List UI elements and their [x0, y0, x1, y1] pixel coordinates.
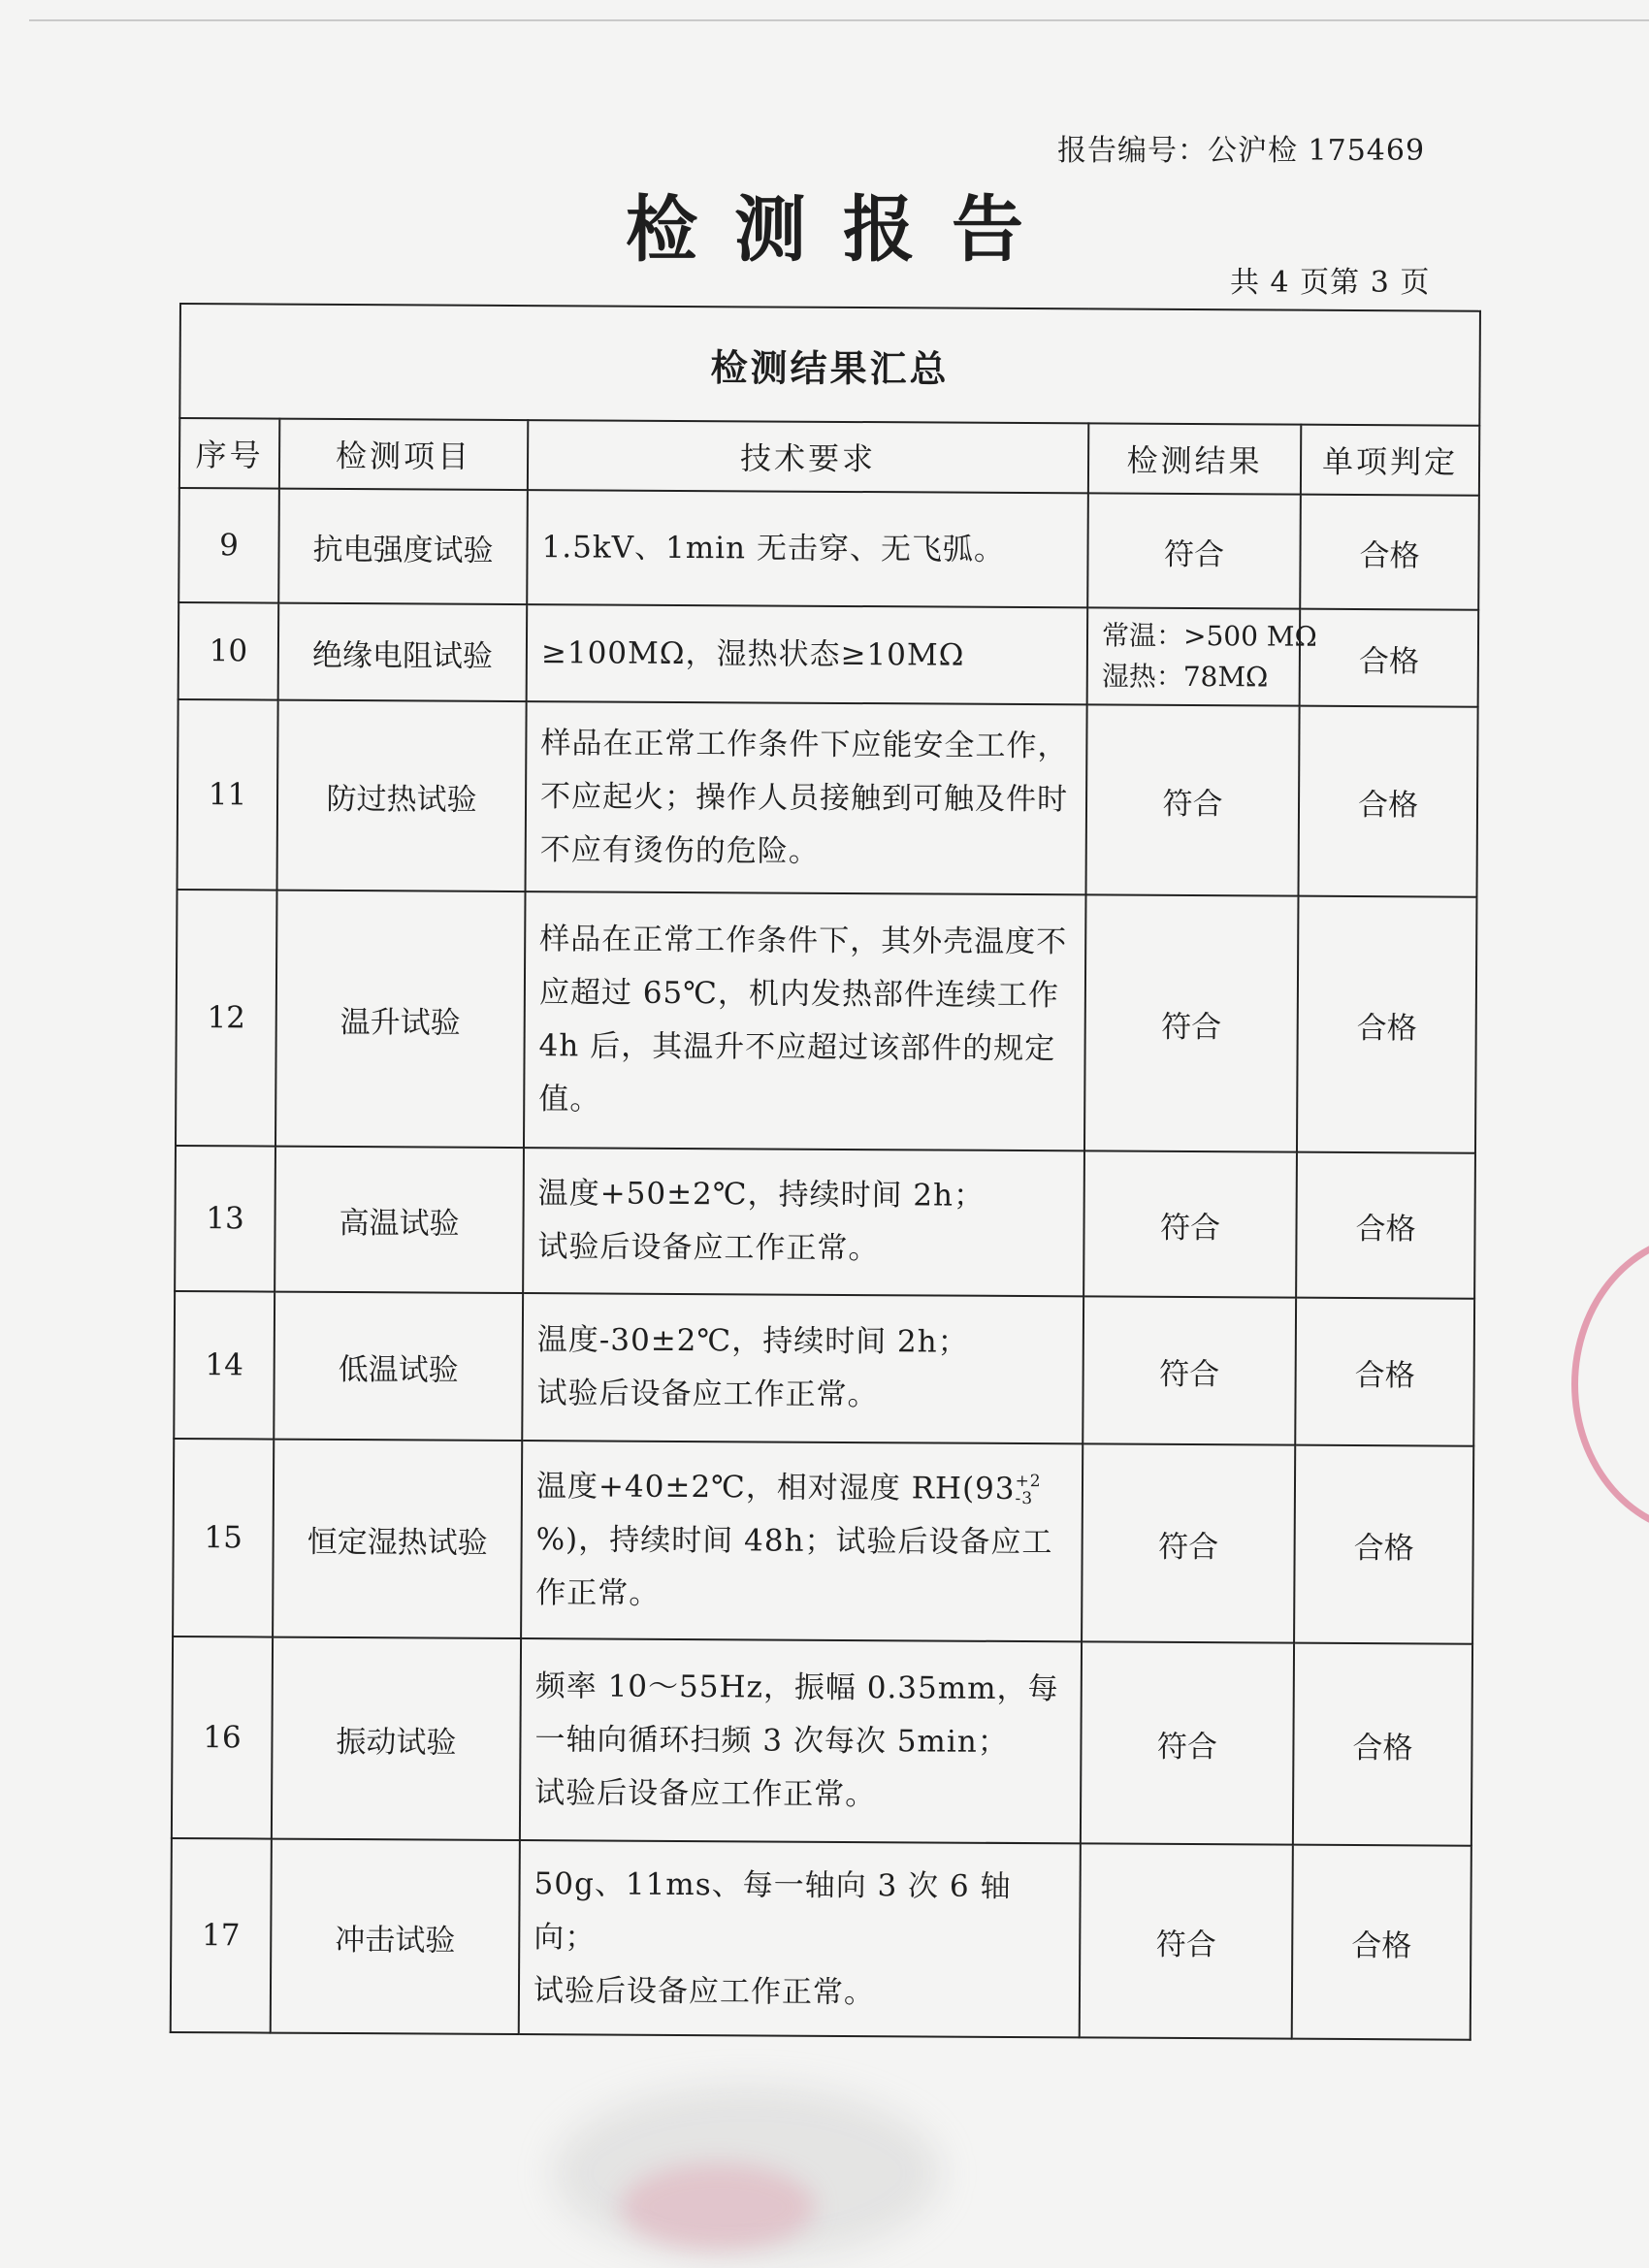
- report-number-value: 公沪检 175469: [1208, 134, 1426, 168]
- report-number-label: 报告编号：: [1057, 134, 1208, 168]
- table-row: [176, 890, 1476, 1153]
- row-item: 抗电强度试验: [278, 489, 528, 604]
- report-number: [1057, 126, 1425, 169]
- tolerance-minus: -3: [1015, 1488, 1034, 1509]
- table-row: [171, 1838, 1471, 2040]
- row-requirement: [519, 1840, 1081, 2037]
- row-no: 17: [171, 1838, 272, 2033]
- result-damp-heat: 湿热：78MΩ: [1101, 660, 1269, 694]
- row-item: 低温试验: [274, 1292, 523, 1441]
- results-table: [170, 303, 1481, 2041]
- row-requirement: [521, 1441, 1083, 1641]
- row-no: 13: [175, 1146, 275, 1292]
- row-requirement: [522, 1293, 1083, 1443]
- row-item: 温升试验: [275, 891, 526, 1148]
- row-result: 符合: [1083, 1150, 1297, 1297]
- table-row: [173, 1439, 1473, 1644]
- table-row: [178, 602, 1479, 707]
- row-result: 符合: [1080, 1843, 1293, 2038]
- requirement-line: 试验后设备应工作正常。: [534, 1774, 877, 1812]
- row-item: 冲击试验: [271, 1839, 520, 2034]
- requirement-line: 试验后设备应工作正常。: [533, 1972, 876, 2010]
- column-header-no: 序号: [179, 418, 279, 489]
- row-result: 符合: [1085, 704, 1299, 895]
- requirement-line: 频率 10～55Hz，振幅 0.35mm，每一轴向循环扫频 3 次每次 5min；: [534, 1668, 1059, 1760]
- row-no: 10: [178, 602, 279, 700]
- row-result: 符合: [1084, 894, 1299, 1151]
- results-table-wrapper: [170, 303, 1479, 2041]
- requirement-text: 温度+40±2℃，相对湿度 RH(93: [535, 1468, 1016, 1507]
- row-no: 12: [176, 890, 277, 1147]
- row-judgement: 合格: [1293, 1643, 1472, 1846]
- row-judgement: 合格: [1297, 896, 1477, 1153]
- tolerance-plus: +2: [1015, 1471, 1042, 1492]
- seal-blot: [621, 2163, 815, 2251]
- table-caption: 检测结果汇总: [179, 304, 1480, 426]
- row-result: 符合: [1081, 1641, 1294, 1844]
- requirement-line: 试验后设备应工作正常。: [536, 1376, 879, 1413]
- requirement-line: 试验后设备应工作正常。: [537, 1229, 880, 1267]
- requirement-line: 50g、11ms、每一轴向 3 次 6 轴向；: [534, 1865, 1012, 1956]
- row-no: 14: [174, 1291, 275, 1440]
- table-row: [172, 1636, 1472, 1846]
- row-item: 恒定湿热试验: [273, 1440, 522, 1638]
- row-no: 16: [172, 1636, 273, 1839]
- column-header-judgement: 单项判定: [1301, 425, 1479, 496]
- row-judgement: 合格: [1296, 1152, 1475, 1299]
- row-result: 符合: [1083, 1296, 1296, 1444]
- row-judgement: 合格: [1300, 609, 1479, 707]
- table-row: [178, 488, 1479, 610]
- row-item: 振动试验: [272, 1637, 521, 1840]
- column-header-requirement: 技术要求: [528, 420, 1088, 493]
- result-normal-temp: 常温：>500 MΩ: [1101, 619, 1317, 653]
- row-judgement: 合格: [1300, 495, 1479, 610]
- table-header-row: [179, 418, 1479, 496]
- column-header-result: 检测结果: [1088, 423, 1301, 494]
- row-result: [1087, 607, 1317, 705]
- row-no: 15: [173, 1439, 274, 1637]
- row-requirement: 1.5kV、1min 无击穿、无飞弧。: [527, 490, 1088, 607]
- row-result: 符合: [1082, 1443, 1295, 1642]
- row-requirement: 样品在正常工作条件下应能安全工作，不应起火；操作人员接触到可触及件时不应有烫伤的危险。: [526, 701, 1087, 894]
- row-requirement: 样品在正常工作条件下，其外壳温度不应超过 65℃，机内发热部件连续工作 4h 后，其温升不应超过该部件的规定值。: [524, 891, 1086, 1150]
- requirement-text: %)，持续时间 48h；试验后设备应工作正常。: [535, 1521, 1053, 1611]
- row-item: 防过热试验: [277, 700, 527, 891]
- table-row: [174, 1291, 1474, 1446]
- row-requirement: [523, 1148, 1084, 1296]
- page-count: 共 4 页第 3 页: [1230, 266, 1431, 300]
- row-item: 绝缘电阻试验: [278, 603, 528, 701]
- page-title: 检测报告: [626, 188, 1060, 272]
- row-requirement: [520, 1638, 1082, 1843]
- seal-stamp: [1571, 1232, 1649, 1537]
- row-requirement: ≥100MΩ，湿热状态≥10MΩ: [527, 604, 1088, 704]
- row-no: 9: [178, 488, 279, 603]
- row-judgement: 合格: [1295, 1298, 1474, 1446]
- table-row: [175, 1146, 1475, 1299]
- row-judgement: 合格: [1298, 706, 1477, 897]
- row-no: 11: [178, 699, 278, 891]
- column-header-item: 检测项目: [279, 419, 528, 490]
- row-result: 符合: [1087, 493, 1301, 608]
- table-row: [178, 699, 1478, 897]
- requirement-line: 温度+50±2℃，持续时间 2h；: [537, 1176, 986, 1214]
- row-judgement: 合格: [1294, 1445, 1473, 1644]
- row-item: 高温试验: [275, 1147, 524, 1293]
- row-judgement: 合格: [1292, 1845, 1471, 2040]
- requirement-line: 温度-30±2℃，持续时间 2h；: [536, 1322, 969, 1360]
- scan-edge-line: [29, 19, 1649, 21]
